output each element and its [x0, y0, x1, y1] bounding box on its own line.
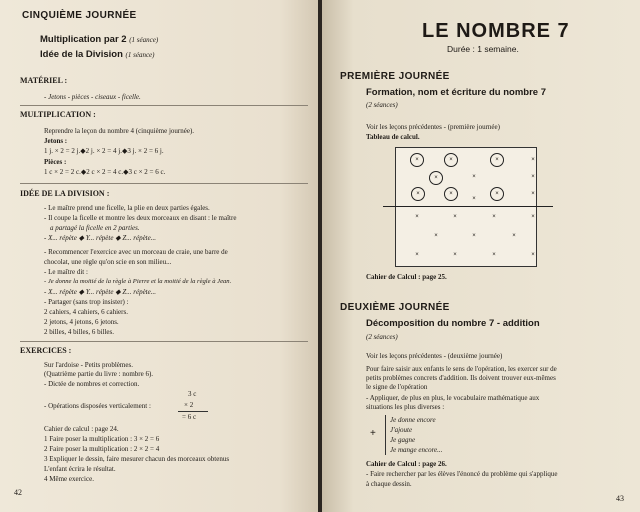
materiel-text: - Jetons - pièces - ciseaux - ficelle.: [44, 93, 141, 101]
mult-line: Jetons :: [44, 137, 68, 145]
cahier2: Cahier de Calcul : page 26.: [366, 460, 447, 468]
left-title: CINQUIÈME JOURNÉE: [22, 10, 137, 21]
mult-line: 1 c × 2 = 2 c.◆2 c × 2 = 4 c.◆3 c × 2 = 6 c.: [44, 168, 166, 176]
circled-token: ×: [410, 153, 424, 167]
cross-mark: ×: [531, 174, 535, 180]
cross-mark: ×: [492, 214, 496, 220]
div-line: - Il coupe la ficelle et montre les deux morceaux en disant : le maître: [44, 214, 237, 222]
operation-rule: [178, 411, 208, 412]
mult-line: 1 j. × 2 = 2 j.◆2 j. × 2 = 4 j.◆3 j. × 2 = 6 j.: [44, 147, 164, 155]
cross-mark: ×: [531, 191, 535, 197]
div-line: - X... répète ◆ Y... répète ◆ Z... répète...: [44, 288, 156, 296]
cahier-line: Cahier de calcul : page 24.: [44, 425, 119, 433]
div-line: 2 cahiers, 4 cahiers, 6 cahiers.: [44, 308, 128, 316]
phrase: J'ajoute: [390, 426, 413, 434]
div-line: 2 jetons, 4 jetons, 6 jetons.: [44, 318, 119, 326]
exercices-heading: EXERCICES :: [20, 346, 72, 355]
circled-token: ×: [444, 187, 458, 201]
cross-mark: ×: [512, 233, 516, 239]
j2-line: petits problèmes concrets d'addition. Ils doivent trouver eux-mêmes: [366, 374, 556, 382]
cahier-line: L'enfant écrira le résultat.: [44, 465, 116, 473]
j2-subtitle: Décomposition du nombre 7 - addition: [366, 318, 540, 329]
operation-top: 3 c: [188, 390, 197, 398]
div-line: - Recommencer l'exercice avec un morceau de craie, une barre de: [44, 248, 228, 256]
left-page-number: 42: [14, 488, 22, 497]
j2-note: (2 séances): [366, 333, 398, 341]
divider: [20, 105, 308, 106]
j2-line: - Appliquer, de plus en plus, le vocabulaire mathématique aux: [366, 394, 540, 402]
div-line: a partagé la ficelle en 2 parties.: [50, 224, 140, 232]
cross-mark: ×: [531, 214, 535, 220]
j2-line: situations les plus diverses :: [366, 403, 445, 411]
plus-sign: +: [370, 428, 376, 439]
div-line: - Le maître prend une ficelle, la plie en deux parties égales.: [44, 204, 210, 212]
div-line: chocolat, une règle qu'on scie en son milieu...: [44, 258, 172, 266]
circled-token: ×: [429, 171, 443, 185]
cross-mark: ×: [472, 196, 476, 202]
phrase: Je donne encore: [390, 416, 436, 424]
phrase: Je mange encore...: [390, 446, 443, 454]
cahier-line: 4 Même exercice.: [44, 475, 94, 483]
circled-token: ×: [490, 153, 504, 167]
division-heading: IDÉE DE LA DIVISION :: [20, 189, 110, 198]
div-line: - Partager (sans trop insister) :: [44, 298, 129, 306]
divider: [20, 183, 308, 184]
cahier-line: 2 Faire poser la multiplication : 2 × 2 = 4: [44, 445, 160, 453]
phrase-bracket: [385, 415, 386, 455]
cahier1: Cahier de Calcul : page 25.: [366, 273, 447, 281]
operation-multiplier: × 2: [184, 401, 194, 409]
cahier-line: 1 Faire poser la multiplication : 3 × 2 = 6: [44, 435, 160, 443]
right-title: LE NOMBRE 7: [422, 20, 570, 42]
j2-line: le signe de l'opération: [366, 383, 428, 391]
j1-heading: PREMIÈRE JOURNÉE: [340, 71, 450, 82]
circled-token: ×: [490, 187, 504, 201]
left-page: [0, 0, 318, 512]
j2-heading: DEUXIÈME JOURNÉE: [340, 302, 450, 313]
ex-line: Sur l'ardoise - Petits problèmes.: [44, 361, 133, 369]
phrase: Je gagne: [390, 436, 416, 444]
divider: [20, 341, 308, 342]
cross-mark: ×: [472, 174, 476, 180]
circled-token: ×: [411, 187, 425, 201]
final-line: à chaque dessin.: [366, 480, 412, 488]
ex-line: - Dictée de nombres et correction.: [44, 380, 140, 388]
cross-mark: ×: [531, 157, 535, 163]
materiel-heading: MATÉRIEL :: [20, 76, 68, 85]
cross-mark: ×: [472, 233, 476, 239]
circled-token: ×: [444, 153, 458, 167]
operation-result: = 6 c: [182, 413, 197, 421]
cross-mark: ×: [531, 252, 535, 258]
mult-line: Pièces :: [44, 158, 67, 166]
board-line: [383, 206, 553, 207]
j1-line: Voir les leçons précédentes - (première journée): [366, 123, 500, 131]
ex-line: (Quatrième partie du livre : nombre 6).: [44, 370, 154, 378]
j1-note: (2 séances): [366, 101, 398, 109]
final-line: - Faire rechercher par les élèves l'énoncé du problème qui s'applique: [366, 470, 558, 478]
j2-line: Pour faire saisir aux enfants le sens de l'opération, les exercer sur de: [366, 365, 557, 373]
duree: Durée : 1 semaine.: [447, 44, 519, 54]
cross-mark: ×: [492, 252, 496, 258]
div-line: - X... répète ◆ Y... répète ◆ Z... répète...: [44, 234, 156, 242]
ex-line: - Opérations disposées verticalement :: [44, 402, 151, 410]
div-line: - Le maître dit :: [44, 268, 88, 276]
right-page-number: 43: [616, 494, 624, 503]
cross-mark: ×: [453, 214, 457, 220]
left-sub1: Multiplication par 2 (1 séance): [40, 34, 159, 45]
multiplication-heading: MULTIPLICATION :: [20, 110, 96, 119]
j1-subtitle: Formation, nom et écriture du nombre 7: [366, 87, 546, 98]
j1-line: Tableau de calcul.: [366, 133, 420, 141]
cross-mark: ×: [453, 252, 457, 258]
cross-mark: ×: [434, 233, 438, 239]
cross-mark: ×: [415, 252, 419, 258]
j2-line: Voir les leçons précédentes - (deuxième journée): [366, 352, 503, 360]
left-sub2: Idée de la Division (1 séance): [40, 49, 155, 60]
mult-line: Reprendre la leçon du nombre 4 (cinquième journée).: [44, 127, 195, 135]
cross-mark: ×: [415, 214, 419, 220]
cahier-line: 3 Expliquer le dessin, faire mesurer chacun des morceaux obtenus: [44, 455, 230, 463]
div-line: - Je donne la moitié de la règle à Pierre et la moitié de la règle à Jean.: [44, 278, 232, 285]
div-line: 2 billes, 4 billes, 6 billes.: [44, 328, 114, 336]
